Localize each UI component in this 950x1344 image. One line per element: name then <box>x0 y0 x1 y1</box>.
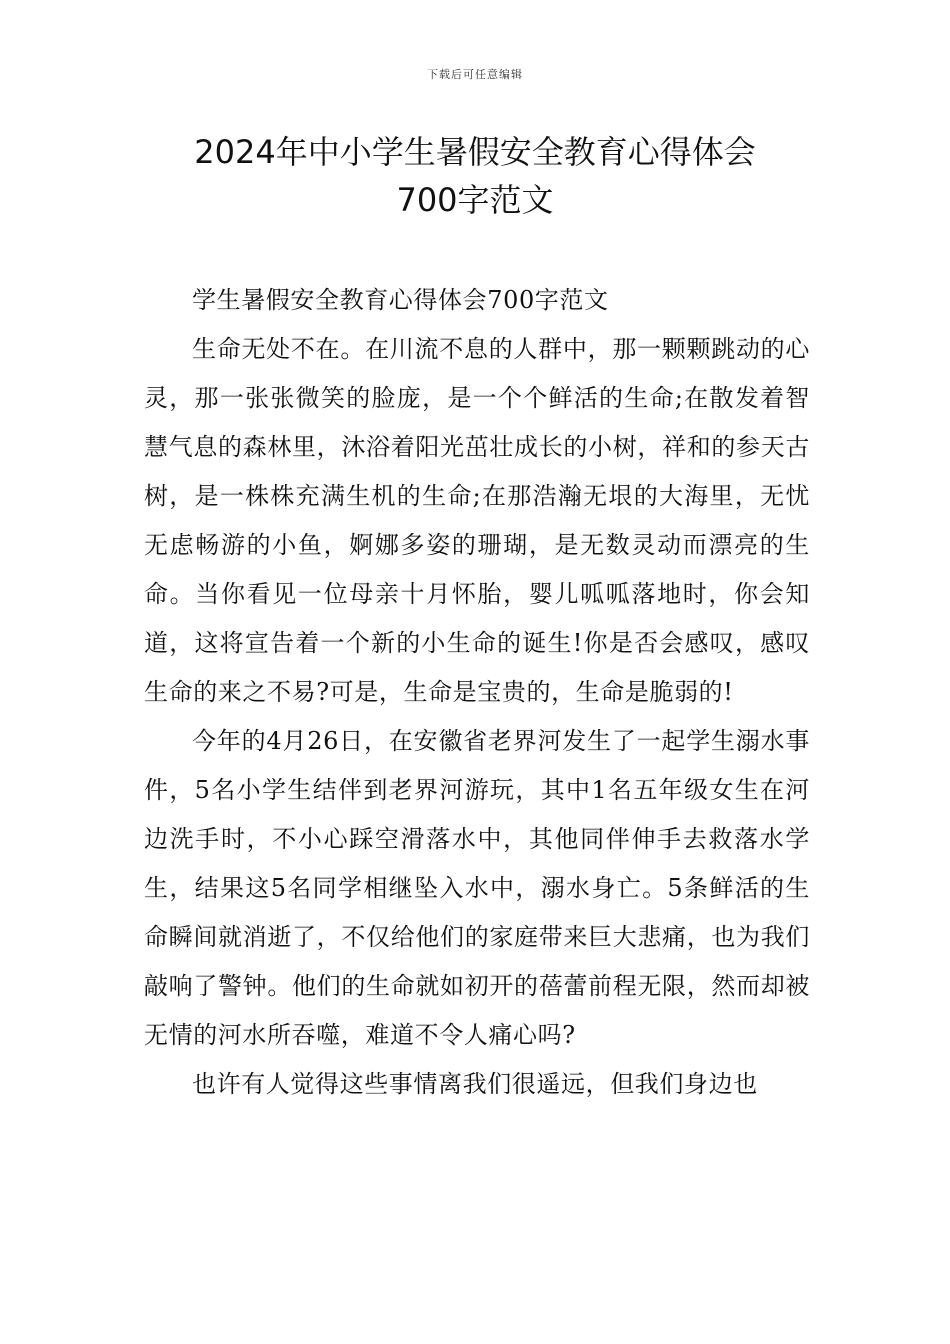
body-paragraph: 今年的4月26日，在安徽省老界河发生了一起学生溺水事件，5名小学生结伴到老界河游玩，其中1名五年级女生在河边洗手时，不小心踩空滑落水中，其他同伴伸手去救落水学生，结果这5名同学相继坠入水中，溺水身亡。5条鲜活的生命瞬间就消逝了，不仅给他们的家庭带来巨大悲痛，也为我们敲响了警钟。他们的生命就如初开的蓓蕾前程无限，然而却被无情的河水所吞噬，难道不令人痛心吗? <box>144 727 810 1049</box>
title-line-1: 2024年中小学生暑假安全教育心得体会 <box>194 133 756 171</box>
document-body <box>144 276 810 1109</box>
document-title <box>0 128 950 224</box>
title-line-2: 700字范文 <box>396 181 554 219</box>
subtitle-paragraph: 学生暑假安全教育心得体会700字范文 <box>192 286 609 314</box>
body-paragraph: 也许有人觉得这些事情离我们很遥远，但我们身边也 <box>192 1070 758 1098</box>
body-paragraph: 生命无处不在。在川流不息的人群中，那一颗颗跳动的心灵，那一张张微笑的脸庞，是一个个鲜活的生命;在散发着智慧气息的森林里，沐浴着阳光茁壮成长的小树，祥和的参天古树，是一株株充满生机的生命;在那浩瀚无垠的大海里，无忧无虑畅游的小鱼，婀娜多姿的珊瑚，是无数灵动而漂亮的生命。当你看见一位母亲十月怀胎，婴儿呱呱落地时，你会知道，这将宣告着一个新的小生命的诞生!你是否会感叹，感叹生命的来之不易?可是，生命是宝贵的，生命是脆弱的! <box>144 335 810 706</box>
download-note: 下载后可任意编辑 <box>427 68 523 81</box>
